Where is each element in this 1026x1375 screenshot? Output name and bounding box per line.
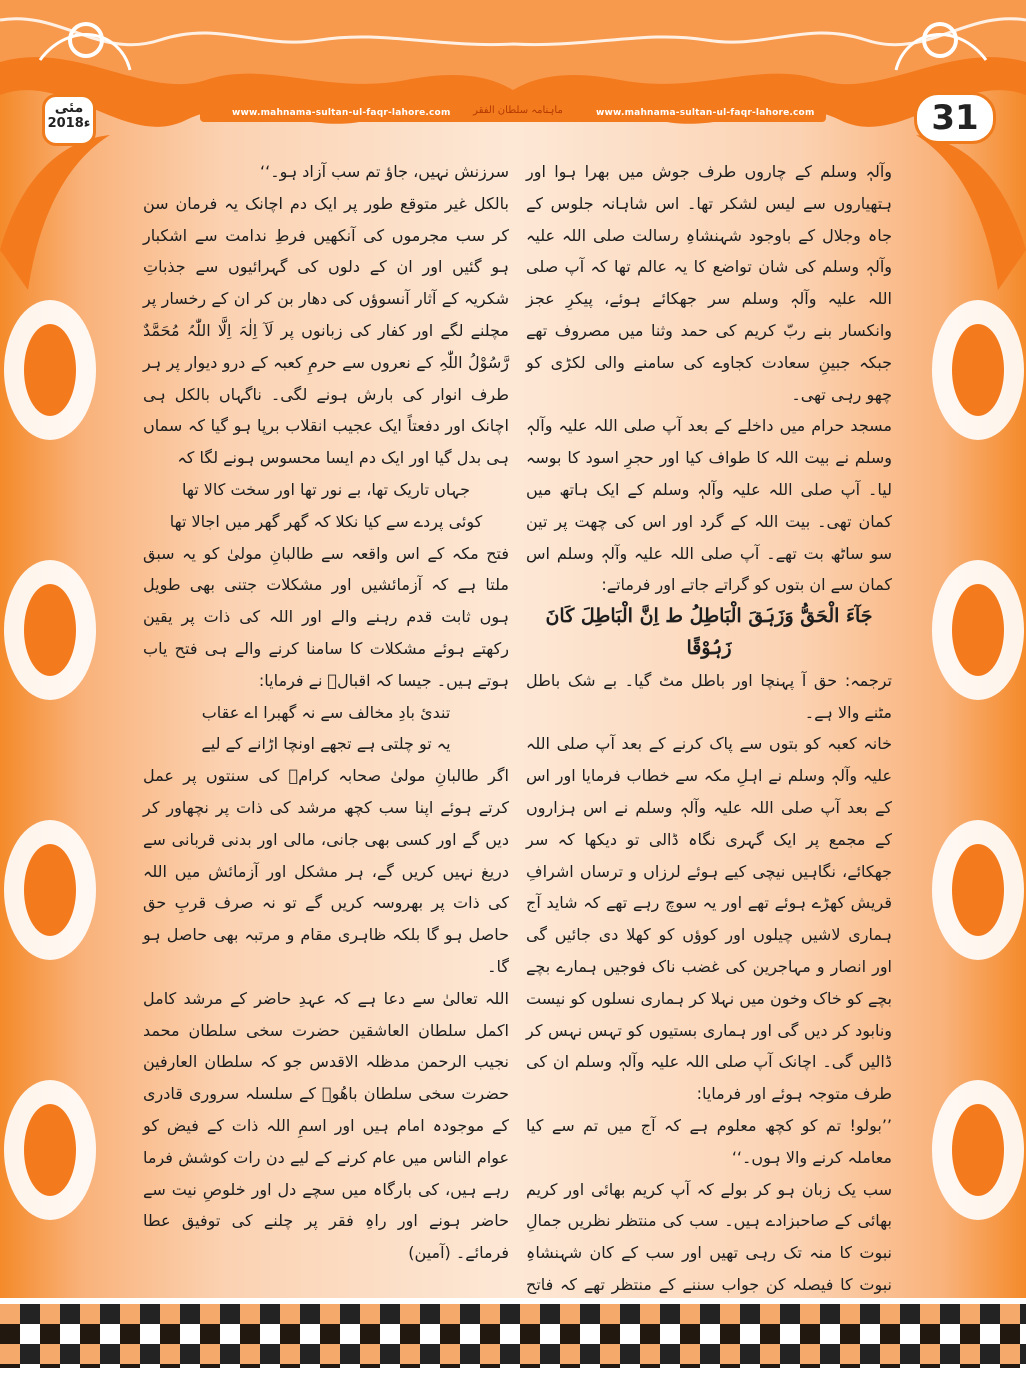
poetry-verse: کوئی پردے سے کیا نکلا کہ گھر گھر میں اجالا تھا: [169, 511, 483, 531]
paragraph: فتح مکہ کے اس واقعہ سے طالبانِ مولیٰ کو یہ سبق ملتا ہے کہ آزمائشیں اور مشکلات جتنی بھی طویل ہوں ثابت قدم رہنے والے اور اللہ کی ذات پر یقین رکھتے ہوئے مشکلات کا سامنا کرنے والے ہی فتح یاب ہوتے ہیں۔ جیسا کہ اقبالؒ نے فرمایا:: [143, 543, 509, 690]
magazine-logo: ماہنامہ سلطان الفقر: [473, 105, 563, 116]
paragraph: اللہ تعالیٰ سے دعا ہے کہ عہدِ حاضر کے مرشد کامل اکمل سلطان العاشقین حضرت سخی سلطان محمد نجیب الرحمن مدظلہ الاقدس جو کہ سلطان العارفین حضرت سخی سلطان باھُوؒ کے سلسلہ سروری قادری کے موجودہ امام ہیں اور اسمِ اللہ ذات کے فیض کو عوام الناس میں عام کرنے کے لیے دن رات کوشش فرما رہے ہیں، کی بارگاہ میں سچے دل اور خلوصِ نیت سے حاضر ہونے اور راہِ فقر پر چلنے کی توفیق عطا فرمائے۔ (آمین): [143, 988, 509, 1263]
paragraph: اگر طالبانِ مولیٰ صحابہ کرامؓ کی سنتوں پر عمل کرتے ہوئے اپنا سب کچھ مرشد کی ذات پر نچھاور کر دیں گے اور کسی بھی جانی، مالی اور بدنی قربانی سے دریغ نہیں کریں گے، ہر مشکل اور آزمائش میں اللہ کی ذات پر بھروسہ کریں گے تو نہ صرف قربِ حق حاصل ہو گا بلکہ ظاہری مقام و مرتبہ بھی حاصل ہو گا۔: [143, 766, 509, 976]
paragraph: خانہ کعبہ کو بتوں سے پاک کرنے کے بعد آپ صلی اللہ علیہ وآلہٖ وسلم نے اہلِ مکہ سے خطاب فرمایا اور اس کے بعد آپ صلی اللہ علیہ وآلہٖ وسلم نے اس ہزاروں کے مجمع پر ایک گہری نگاہ ڈالی تو دیکھا کہ سر جھکائے، نگاہیں نیچی کیے ہوئے لرزاں و ترساں اشرافِ قریش کھڑے ہوئے تھے اور یہ سوچ رہے تھے کہ شاید آج ہماری لاشیں چیلوں اور کوؤں کو کھلا دی جائیں گی اور انصار و مہاجرین کی غضب ناک فوجیں ہمارے بچے بچے کو خاک وخون میں نہلا کر ہماری نسلوں کو نیست ونابود کر دیں گی اور ہماری بستیوں کو تہس نہس کر ڈالیں گی۔ اچانک آپ صلی اللہ علیہ وآلہٖ وسلم ان کی طرف متوجہ ہوئے اور فرمایا:: [526, 734, 892, 1104]
paragraph: بالکل غیر متوقع طور پر ایک دم اچانک یہ فرمان سن کر سب مجرموں کی آنکھیں فرطِ ندامت سے اشکبار ہو گئیں اور ان کے دلوں کی گہرائیوں سے جذباتِ شکریہ کے آثار آنسوؤں کی دھار بن کر ان کے رخسار پر مچلنے لگے اور کفار کی زبانوں پر لَآ اِلٰہَ اِلَّا اللّٰہُ مُحَمَّدٌ رَّسُوْلُ اللّٰہِ کے نعروں سے حرمِ کعبہ کے درو دیوار پر ہر طرف انوار کی بارش ہونے لگی۔ ناگہاں بالکل ہی اچانک اور دفعتاً ایک عجیب انقلاب برپا ہو گیا کہ سماں ہی بدل گیا اور ایک دم ایسا محسوس ہونے لگا کہ: [143, 193, 509, 468]
right-text-column: [526, 156, 892, 1364]
poetry-verse: تندیٔ بادِ مخالف سے نہ گھبرا اے عقاب: [201, 702, 451, 722]
website-url-left[interactable]: www.mahnama-sultan-ul-faqr-lahore.com: [232, 108, 451, 118]
left-damask-ornament: [0, 250, 110, 1300]
paragraph: سب یک زبان ہو کر بولے کہ آپ کریم بھائی اور کریم بھائی کے صاحبزادے ہیں۔ سب کی منتظر نظریں جمالِ نبوت کا منہ تک رہی تھیں اور سب کے کان شہنشاہِ نبوت کا فیصلہ کن جواب سننے کے منتظر تھے کہ فاتح: [526, 1179, 892, 1294]
issue-month: مئی: [54, 100, 84, 116]
page-number: 31: [914, 92, 996, 144]
issue-date-badge: [42, 94, 96, 146]
quranic-verse: جَآءَ الْحَقُّ وَزَہَقَ الْبَاطِلُ ط اِنَّ الْبَاطِلَ کَانَ زَہُوْقًا: [545, 605, 873, 659]
paragraph: وآلہٖ وسلم کے چاروں طرف جوش میں بھرا ہوا اور ہتھیاروں سے لیس لشکر تھا۔ اس شاہانہ جلوس کے جاہ وجلال کے باوجود شہنشاہِ رسالت صلی اللہ علیہ وآلہٖ وسلم کی شان تواضع کا یہ عالم تھا کہ آپ صلی اللہ علیہ وآلہٖ وسلم سر جھکائے ہوئے، پیکرِ عجز وانکسار بنے ربّ کریم کی حمد وثنا میں مصروف تھے جبکہ جبینِ سعادت کجاوے کی سامنے والی لکڑی کو چھو رہی تھی۔: [526, 162, 892, 404]
quote: ’’بولو! تم کو کچھ معلوم ہے کہ آج میں تم سے کیا معاملہ کرنے والا ہوں۔‘‘: [526, 1115, 892, 1167]
poetry-verse: جہاں تاریک تھا، بے نور تھا اور سخت کالا تھا: [182, 479, 470, 499]
left-text-column: [143, 156, 509, 1269]
translation: ترجمہ: حق آ پہنچا اور باطل مٹ گیا۔ بے شک باطل مٹنے والا ہے۔: [526, 670, 892, 722]
issue-year: 2018ء: [47, 116, 91, 131]
right-damask-ornament: [918, 250, 1026, 1300]
checker-orange-overlay: [0, 1304, 1026, 1368]
paragraph: سرزنش نہیں، جاؤ تم سب آزاد ہو۔‘‘: [260, 162, 509, 181]
paragraph: مسجد حرام میں داخلے کے بعد آپ صلی اللہ علیہ وآلہٖ وسلم نے بیت اللہ کا طواف کیا اور حجرِ اسود کا بوسہ لیا۔ آپ صلی اللہ علیہ وآلہٖ وسلم کے ایک ہاتھ میں کمان تھی۔ بیت اللہ کے گرد اور اس کی چھت پر تین سو ساٹھ بت تھے۔ آپ صلی اللہ علیہ وآلہٖ وسلم اس کمان سے ان بتوں کو گراتے جاتے اور فرماتے:: [526, 416, 892, 595]
footer-checker-border: [0, 1298, 1026, 1375]
poetry-verse: یہ تو چلتی ہے تجھے اونچا اڑانے کے لیے: [201, 734, 451, 754]
website-url-right[interactable]: www.mahnama-sultan-ul-faqr-lahore.com: [596, 108, 815, 118]
